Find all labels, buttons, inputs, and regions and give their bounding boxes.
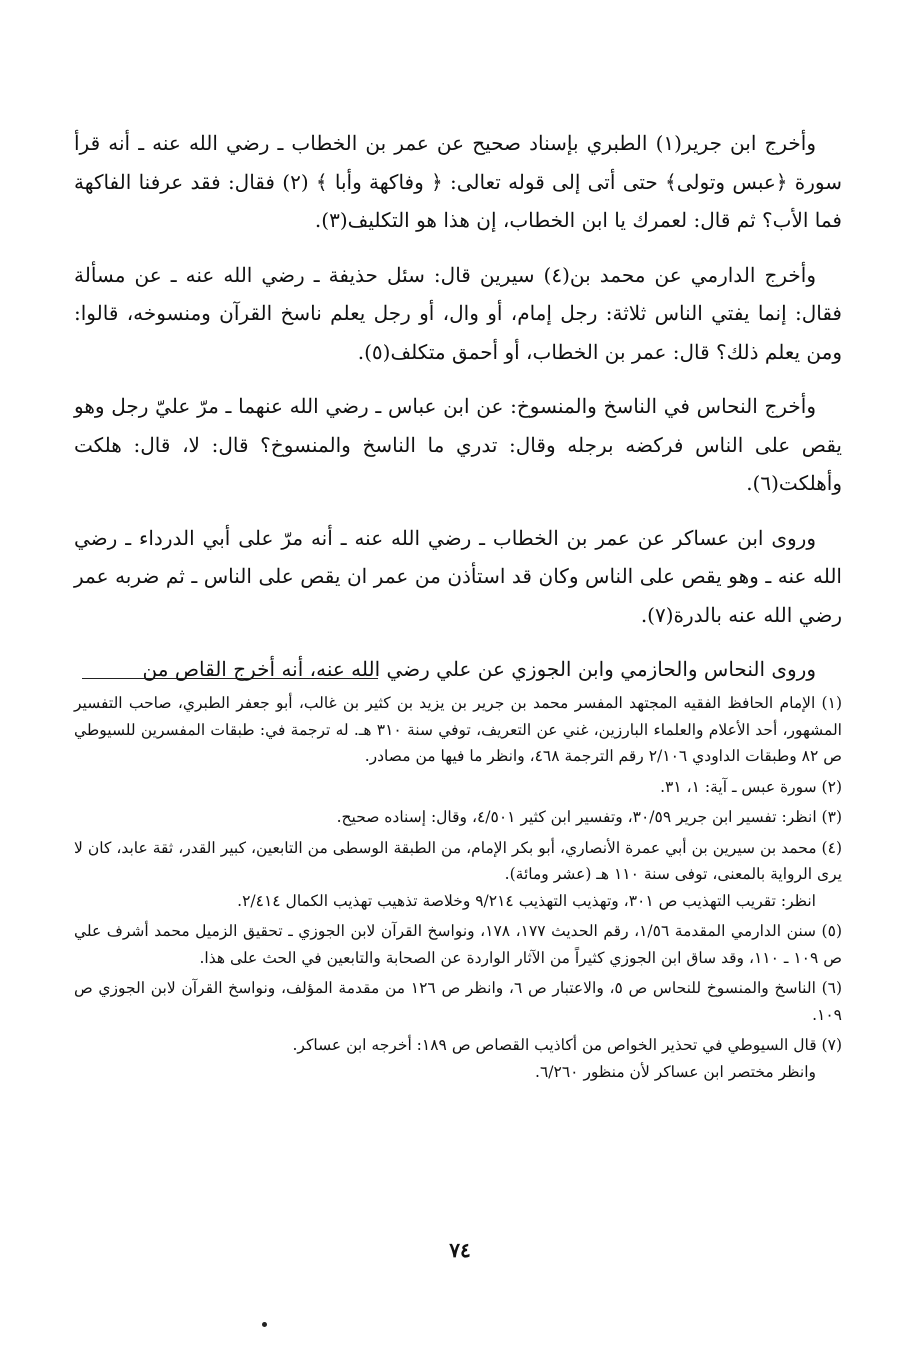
paragraph: وأخرج ابن جرير(١) الطبري بإسناد صحيح عن عمر بن الخطاب ـ رضي الله عنه ـ أنه قرأ سورة ﴿عبس وتولى﴾ حتى أتى إلى قوله تعالى: ﴿ وفاكهة وأبا ﴾ (٢) فقال: فقد عرفنا الفاكهة فما الأب؟ ثم قال: لعمرك يا ابن الخطاب، إن هذا هو التكليف(٣). xyxy=(74,131,842,232)
footnote-text: (٢) سورة عبس ـ آية: ١، ٣١. xyxy=(660,777,842,796)
footnote-reference: انظر: تقريب التهذيب ص ٣٠١، وتهذيب التهذيب ٩/٢١٤ وخلاصة تذهيب تهذيب الكمال ٢/٤١٤. xyxy=(237,891,816,910)
footnote xyxy=(74,1032,842,1085)
footnote xyxy=(74,774,842,801)
footnotes xyxy=(74,690,842,1089)
ink-speck xyxy=(262,1322,267,1327)
paragraph: وروى النحاس والحازمي وابن الجوزي عن علي رضي الله عنه، أنه أخرج القاص من xyxy=(142,657,816,681)
main-text xyxy=(74,124,842,689)
footnote-text: (٣) انظر: تفسير ابن جرير ٣٠/٥٩، وتفسير ابن كثير ٤/٥٠١، وقال: إسناده صحيح. xyxy=(336,808,842,826)
footnote-reference: وانظر مختصر ابن عساكر لأن منظور ٦/٢٦٠. xyxy=(535,1062,816,1081)
footnote xyxy=(74,690,842,770)
footnote-text: (٦) الناسخ والمنسوخ للنحاس ص ٥، والاعتبار ص ٦، وانظر ص ١٢٦ من مقدمة المؤلف، ونواسخ القرآن لابن الجوزي ص ١٠٩. xyxy=(74,979,843,1024)
footnote-text: (٤) محمد بن سيرين بن أبي عمرة الأنصاري، أبو بكر الإمام، من الطبقة الوسطى من التابعين، كبير القدر، ثقة عابد، كان لا يرى الرواية بالمعنى، توفى سنة ١١٠ هـ (عشر ومائة). xyxy=(74,838,842,883)
footnote-text: (٥) سنن الدارمي المقدمة ١/٥٦، رقم الحديث ١٧٧، ١٧٨، ونواسخ القرآن لابن الجوزي ـ تحقيق الزميل محمد أشرف علي ص ١٠٩ ـ ١١٠، وقد ساق ابن الجوزي كثيراً من الآثار الواردة عن الصحابة والتابعين في الحث على هذا. xyxy=(74,922,842,967)
footnote xyxy=(74,835,842,915)
footnote-divider xyxy=(82,678,378,679)
paragraph: وروى ابن عساكر عن عمر بن الخطاب ـ رضي الله عنه ـ أنه مرّ على أبي الدرداء ـ رضي الله عنه ـ وهو يقص على الناس وكان قد استأذن من عمر ان يقص على الناس ـ ثم ضربه عمر رضي الله عنه بالدرة(٧). xyxy=(74,525,842,627)
footnote-text: (١) الإمام الحافظ الفقيه المجتهد المفسر محمد بن جرير بن يزيد بن كثير بن غالب، أبو جعفر الطبري، صاحب التفسير المشهور، أحد الأعلام والعلماء البارزين، غني عن التعريف، توفي سنة ٣١٠ هـ. له ترجمة في: طبقات المفسرين للسيوطي ص ٨٢ وطبقات الداودي ٢/١٠٦ رقم الترجمة ٤٦٨، وانظر ما فيها من مصادر. xyxy=(74,694,842,765)
footnote xyxy=(74,918,842,971)
paragraph: وأخرج النحاس في الناسخ والمنسوخ: عن ابن عباس ـ رضي الله عنهما ـ مرّ عليّ رجل وهو يقص على الناس فركضه برجله وقال: تدري ما الناسخ والمنسوخ؟ قال: لا، قال: هلكت وأهلكت(٦). xyxy=(74,394,842,495)
paragraph: وأخرج الدارمي عن محمد بن(٤) سيرين قال: سئل حذيفة ـ رضي الله عنه ـ عن مسألة فقال: إنما يفتي الناس ثلاثة: رجل إمام، أو وال، أو رجل يعلم ناسخ القرآن ومنسوخه، قالوا: ومن يعلم ذلك؟ قال: عمر بن الخطاب، أو أحمق متكلف(٥). xyxy=(74,262,842,364)
footnote xyxy=(74,975,842,1028)
footnote xyxy=(74,804,842,831)
page-number: ٧٤ xyxy=(449,1238,471,1262)
footnote-text: (٧) قال السيوطي في تحذير الخواص من أكاذيب القصاص ص ١٨٩: أخرجه ابن عساكر. xyxy=(292,1036,842,1054)
